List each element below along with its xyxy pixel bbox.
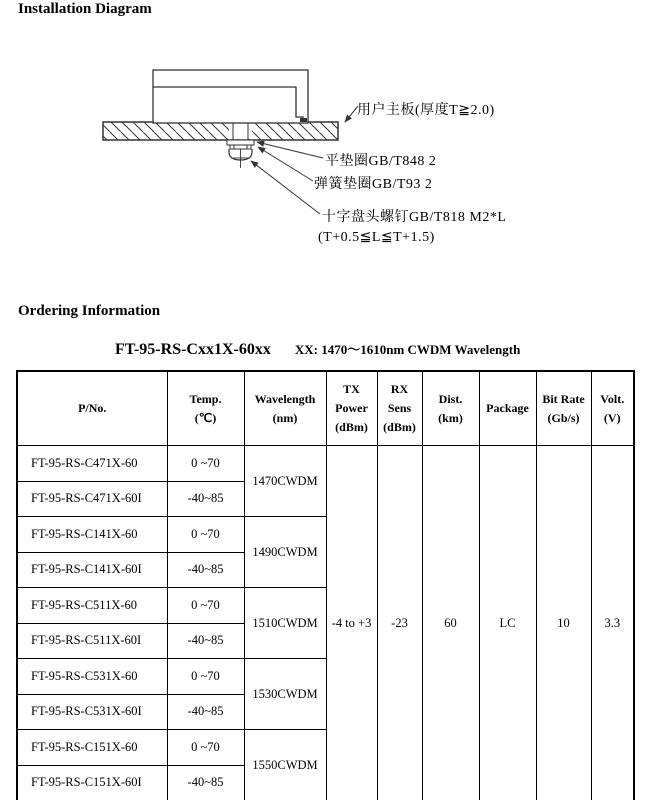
part-number-cell: FT-95-RS-C151X-60 xyxy=(17,730,167,766)
header-package: Package xyxy=(479,371,536,446)
board-label: 用户主板(厚度T≧2.0) xyxy=(357,103,495,118)
flat-washer-label: 平垫圈GB/T848 2 xyxy=(325,154,437,169)
header-pno: P/No. xyxy=(17,371,167,446)
screw-length-note: (T+0.5≦L≦T+1.5) xyxy=(318,230,435,245)
part-number-cell: FT-95-RS-C141X-60I xyxy=(17,552,167,588)
part-number-cell: FT-95-RS-C511X-60I xyxy=(17,623,167,659)
header-volt: Volt. (V) xyxy=(591,371,634,446)
board-cross-section xyxy=(103,122,338,140)
part-number-pattern: FT-95-RS-Cxx1X-60xx xyxy=(115,341,271,358)
module-outline xyxy=(153,70,308,123)
temp-cell: -40~85 xyxy=(167,765,244,800)
rx-sens-cell: -23 xyxy=(377,446,422,800)
table-title xyxy=(115,339,520,359)
ordering-information-heading: Ordering Information xyxy=(18,303,161,319)
part-number-cell: FT-95-RS-C471X-60I xyxy=(17,481,167,517)
temp-cell: 0 ~70 xyxy=(167,446,244,482)
header-rx-sens: RX Sens (dBm) xyxy=(377,371,422,446)
wavelength-cell: 1550CWDM xyxy=(244,730,326,800)
temp-cell: -40~85 xyxy=(167,552,244,588)
installation-diagram-heading: Installation Diagram xyxy=(18,1,152,17)
temp-cell: -40~85 xyxy=(167,694,244,730)
part-number-cell: FT-95-RS-C531X-60 xyxy=(17,659,167,695)
part-number-cell: FT-95-RS-C141X-60 xyxy=(17,517,167,553)
temp-cell: 0 ~70 xyxy=(167,730,244,766)
temp-cell: 0 ~70 xyxy=(167,659,244,695)
header-dist: Dist. (km) xyxy=(422,371,479,446)
temp-cell: 0 ~70 xyxy=(167,517,244,553)
spring-washer-shape xyxy=(230,145,251,149)
package-cell: LC xyxy=(479,446,536,800)
screw-label: 十字盘头螺钉GB/T818 M2*L xyxy=(322,210,507,225)
part-number-cell: FT-95-RS-C151X-60I xyxy=(17,765,167,800)
wavelength-cell: 1490CWDM xyxy=(244,517,326,588)
header-wavelength: Wavelength (nm) xyxy=(244,371,326,446)
table-row xyxy=(17,446,634,482)
bit-rate-cell: 10 xyxy=(536,446,591,800)
tx-power-cell: -4 to +3 xyxy=(326,446,377,800)
temp-cell: -40~85 xyxy=(167,623,244,659)
flat-washer-shape xyxy=(227,140,254,145)
screw-head-shape xyxy=(229,149,252,168)
wavelength-cell: 1510CWDM xyxy=(244,588,326,659)
header-bit-rate: Bit Rate (Gb/s) xyxy=(536,371,591,446)
volt-cell: 3.3 xyxy=(591,446,634,800)
ordering-table xyxy=(16,370,635,800)
wavelength-cell: 1530CWDM xyxy=(244,659,326,730)
table-header-row xyxy=(17,371,634,446)
wavelength-cell: 1470CWDM xyxy=(244,446,326,517)
wavelength-range-note: XX: 1470～1610nm CWDM Wavelength xyxy=(294,342,521,357)
spring-washer-label: 弹簧垫圈GB/T93 2 xyxy=(314,177,433,192)
part-number-cell: FT-95-RS-C471X-60 xyxy=(17,446,167,482)
header-tx-power: TX Power (dBm) xyxy=(326,371,377,446)
temp-cell: 0 ~70 xyxy=(167,588,244,624)
part-number-cell: FT-95-RS-C511X-60 xyxy=(17,588,167,624)
header-temp: Temp. (℃) xyxy=(167,371,244,446)
temp-cell: -40~85 xyxy=(167,481,244,517)
dist-cell: 60 xyxy=(422,446,479,800)
part-number-cell: FT-95-RS-C531X-60I xyxy=(17,694,167,730)
